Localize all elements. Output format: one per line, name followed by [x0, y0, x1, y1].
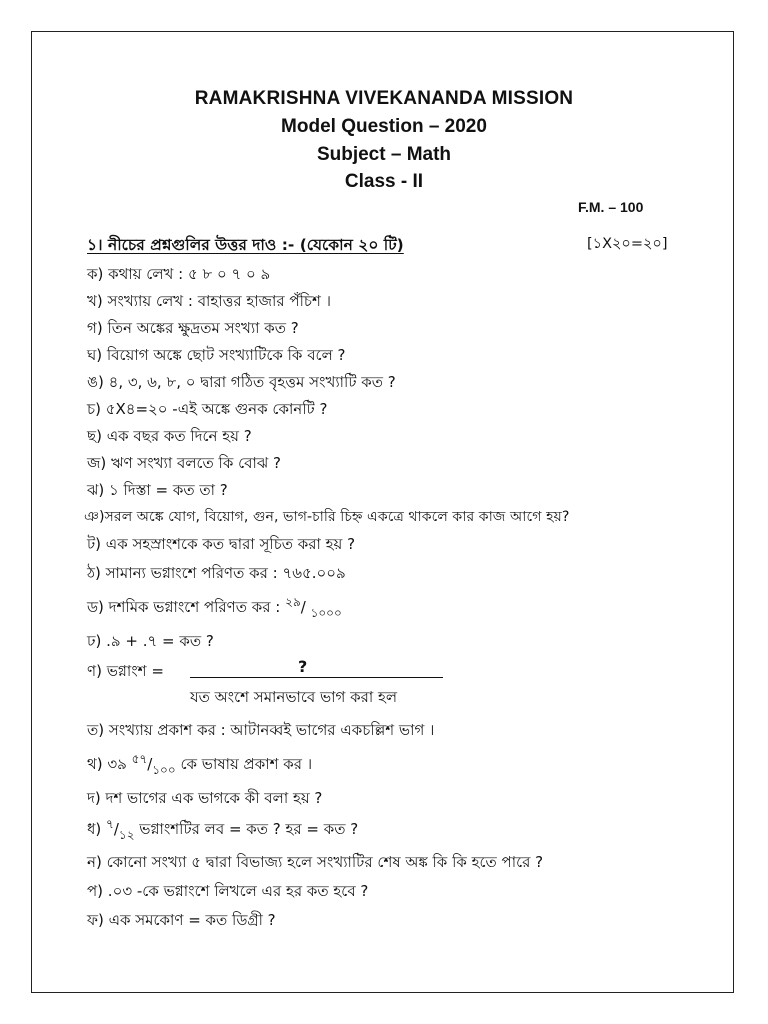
fraction-denominator: ১২ [118, 828, 135, 842]
fraction-denominator-text: যত অংশে সমানভাবে ভাগ করা হল [190, 688, 398, 706]
question-pha: ফ) এক সমকোণ = কত ডিগ্রী ? [87, 911, 276, 929]
question-kha: খ) সংখ্যায় লেখ : বাহাত্তর হাজার পঁচিশ । [87, 292, 331, 310]
fraction-question-mark: ? [298, 657, 308, 676]
fraction-numerator: ৫৭ [131, 752, 148, 766]
question-na-label: ণ) ভগ্নাংশ = [87, 662, 164, 680]
fraction-slash: / [113, 820, 119, 838]
question-dha2-suffix: ভগ্নাংশটির লব = কত ? হর = কত ? [139, 820, 359, 838]
question-tha2 [87, 753, 312, 778]
class-title: Class - II [344, 171, 424, 192]
full-marks: F.M. – 100 [578, 199, 644, 215]
question-ta2: ত) সংখ্যায় প্রকাশ কর : আটানব্বই ভাগের একচল্লিশ ভাগ । [87, 721, 435, 739]
fraction-denominator: ১০০০ [310, 606, 342, 620]
question-na2: ন) কোনো সংখ্যা ৫ দ্বারা বিভাজ্য হলে সংখ্যাটির শেষ অঙ্ক কি কি হতে পারে ? [87, 853, 544, 871]
question-ga: গ) তিন অঙ্কের ক্ষুদ্রতম সংখ্যা কত ? [87, 319, 299, 337]
question-cha: চ) ৫X৪=২০ -এই অঙ্কে গুনক কোনটি ? [87, 400, 328, 418]
question-tha2-suffix: কে ভাষায় প্রকাশ কর । [180, 755, 313, 773]
question-chha: ছ) এক বছর কত দিনে হয় ? [87, 427, 252, 445]
question-dha2-prefix: ধ) [87, 820, 102, 838]
section-marks: [১X২০=২০] [587, 236, 668, 252]
question-dha2 [87, 818, 358, 843]
question-uma: ঙ) ৪, ৩, ৬, ৮, ০ দ্বারা গঠিত বৃহত্তম সংখ্যাটি কত ? [87, 373, 396, 391]
question-pa: প) .০৩ -কে ভগ্নাংশে লিখলে এর হর কত হবে ? [87, 882, 369, 900]
fraction-numerator: ৭ [106, 817, 114, 831]
question-ja: জ) ঋণ সংখ্যা বলতে কি বোঝ ? [87, 454, 281, 472]
fraction-numerator: ২৯ [285, 595, 301, 609]
question-da [87, 596, 342, 621]
question-ka: ক) কথায় লেখ : ৫ ৮ ০ ৭ ০ ৯ [87, 265, 271, 283]
question-da2: দ) দশ ভাগের এক ভাগকে কী বলা হয় ? [87, 789, 323, 807]
question-jha: ঝ) ১ দিস্তা = কত তা ? [87, 481, 228, 499]
fraction-denominator: ১০০ [152, 763, 176, 777]
question-gha: ঘ) বিয়োগ অঙ্কে ছোট সংখ্যাটিকে কি বলে ? [87, 346, 346, 364]
question-dha: ঢ) .৯ + .৭ = কত ? [87, 632, 214, 650]
question-tha2-prefix: থ) ৩৯ [87, 755, 127, 773]
question-nya: ঞ)সরল অঙ্কে যোগ, বিয়োগ, গুন, ভাগ-চারি চিহ্ন একত্রে থাকলে কার কাজ আগে হয়? [84, 509, 570, 525]
exam-title: Model Question – 2020 [281, 116, 487, 137]
fraction-bar [190, 677, 443, 678]
subject-title: Subject – Math [316, 144, 452, 165]
fraction-slash: / [300, 598, 306, 616]
fraction-slash: / [147, 755, 153, 773]
question-tha: ঠ) সামান্য ভগ্নাংশে পরিণত কর : ৭৬৫.০০৯ [87, 564, 346, 582]
institution-name: RAMAKRISHNA VIVEKANANDA MISSION [194, 88, 574, 109]
question-ta: ট) এক সহস্রাংশকে কত দ্বারা সূচিত করা হয় ? [87, 535, 356, 553]
question-da-text: ড) দশমিক ভগ্নাংশে পরিণত কর : [87, 598, 281, 616]
section-heading: ১। নীচের প্রশ্নগুলির উত্তর দাও :- (যেকোন ২০ টি) [87, 236, 404, 254]
